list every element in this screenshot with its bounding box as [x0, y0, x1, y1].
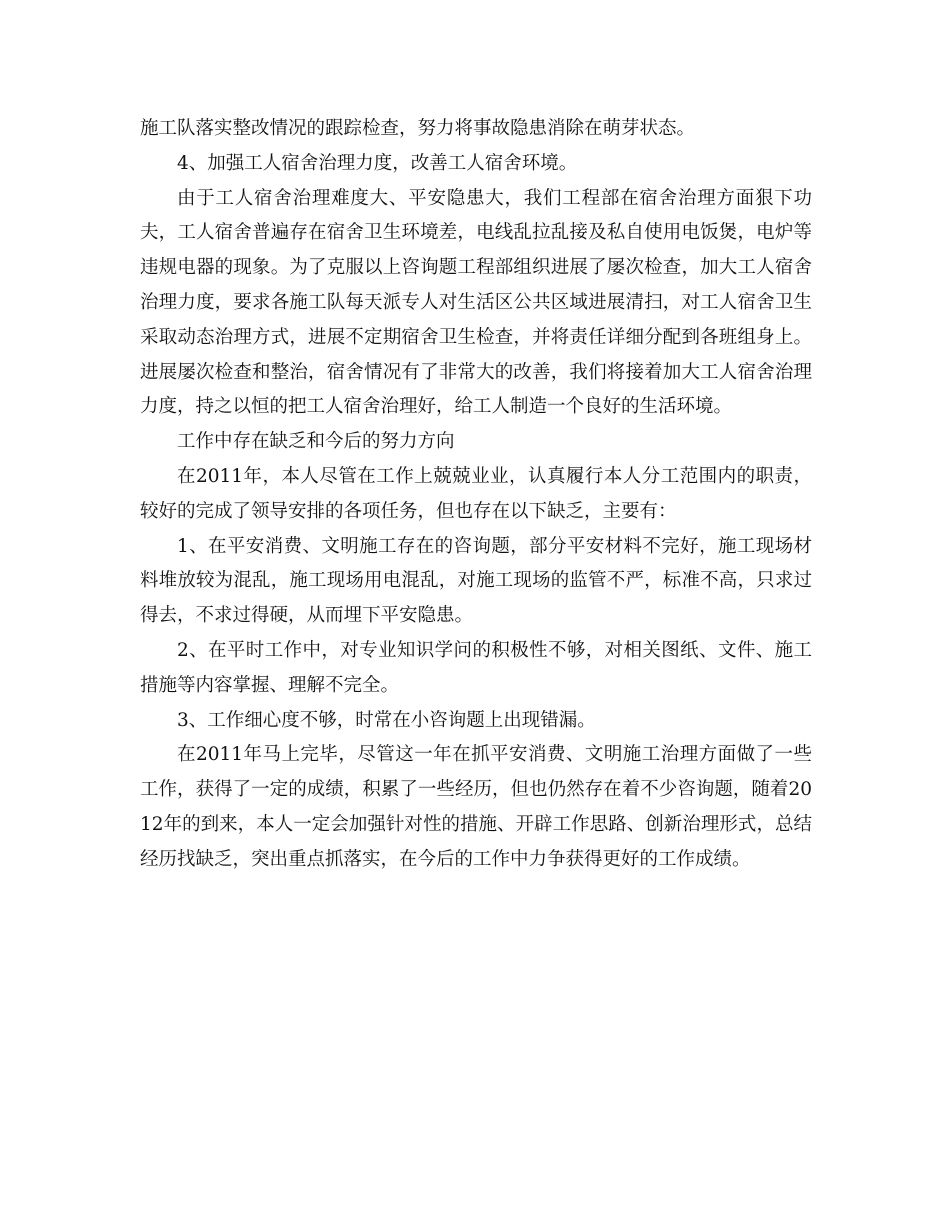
- list-item-1: 1、在平安消费、文明施工存在的咨询题，部分平安材料不完好，施工现场材料堆放较为混乱，施工现场用电混乱，对施工现场的监管不严，标准不高，只求过得去，不求过得硬，从而埋下平安隐患。: [140, 535, 812, 627]
- document-body: [140, 112, 812, 878]
- paragraph-dormitory-body: 由于工人宿舍治理难度大、平安隐患大，我们工程部在宿舍治理方面狠下功夫，工人宿舍普遍存在宿舍卫生环境差，电线乱拉乱接及私自使用电饭煲，电炉等违规电器的现象。为了克服以上咨询题工程部组织进展了屡次检查，加大工人宿舍治理力度，要求各施工队每天派专人对生活区公共区域进展清扫，对工人宿舍卫生采取动态治理方式，进展不定期宿舍卫生检查，并将责任详细分配到各班组身上。进展屡次检查和整治，宿舍情况有了非常大的改善，我们将接着加大工人宿舍治理力度，持之以恒的把工人宿舍治理好，给工人制造一个良好的生活环境。: [140, 187, 812, 418]
- section-heading-shortcomings: 工作中存在缺乏和今后的努力方向: [177, 431, 455, 453]
- paragraph-dormitory-heading: 4、加强工人宿舍治理力度，改善工人宿舍环境。: [177, 152, 578, 174]
- list-item-3: 3、工作细心度不够，时常在小咨询题上出现错漏。: [177, 709, 596, 731]
- paragraph-shortcomings-intro: 在2011年，本人尽管在工作上兢兢业业，认真履行本人分工范围内的职责，较好的完成了领导安排的各项任务，但也存在以下缺乏，主要有：: [140, 465, 812, 522]
- paragraph-conclusion: 在2011年马上完毕，尽管这一年在抓平安消费、文明施工治理方面做了一些工作，获得了一定的成绩，积累了一些经历，但也仍然存在着不少咨询题，随着2012年的到来，本人一定会加强针对性的措施、开辟工作思路、创新治理形式，总结经历找缺乏，突出重点抓落实，在今后的工作中力争获得更好的工作成绩。: [140, 744, 812, 870]
- paragraph-continuation: 施工队落实整改情况的跟踪检查，努力将事故隐患消除在萌芽状态。: [140, 118, 696, 139]
- list-item-2: 2、在平时工作中，对专业知识学问的积极性不够，对相关图纸、文件、施工措施等内容掌握、理解不完全。: [140, 639, 812, 696]
